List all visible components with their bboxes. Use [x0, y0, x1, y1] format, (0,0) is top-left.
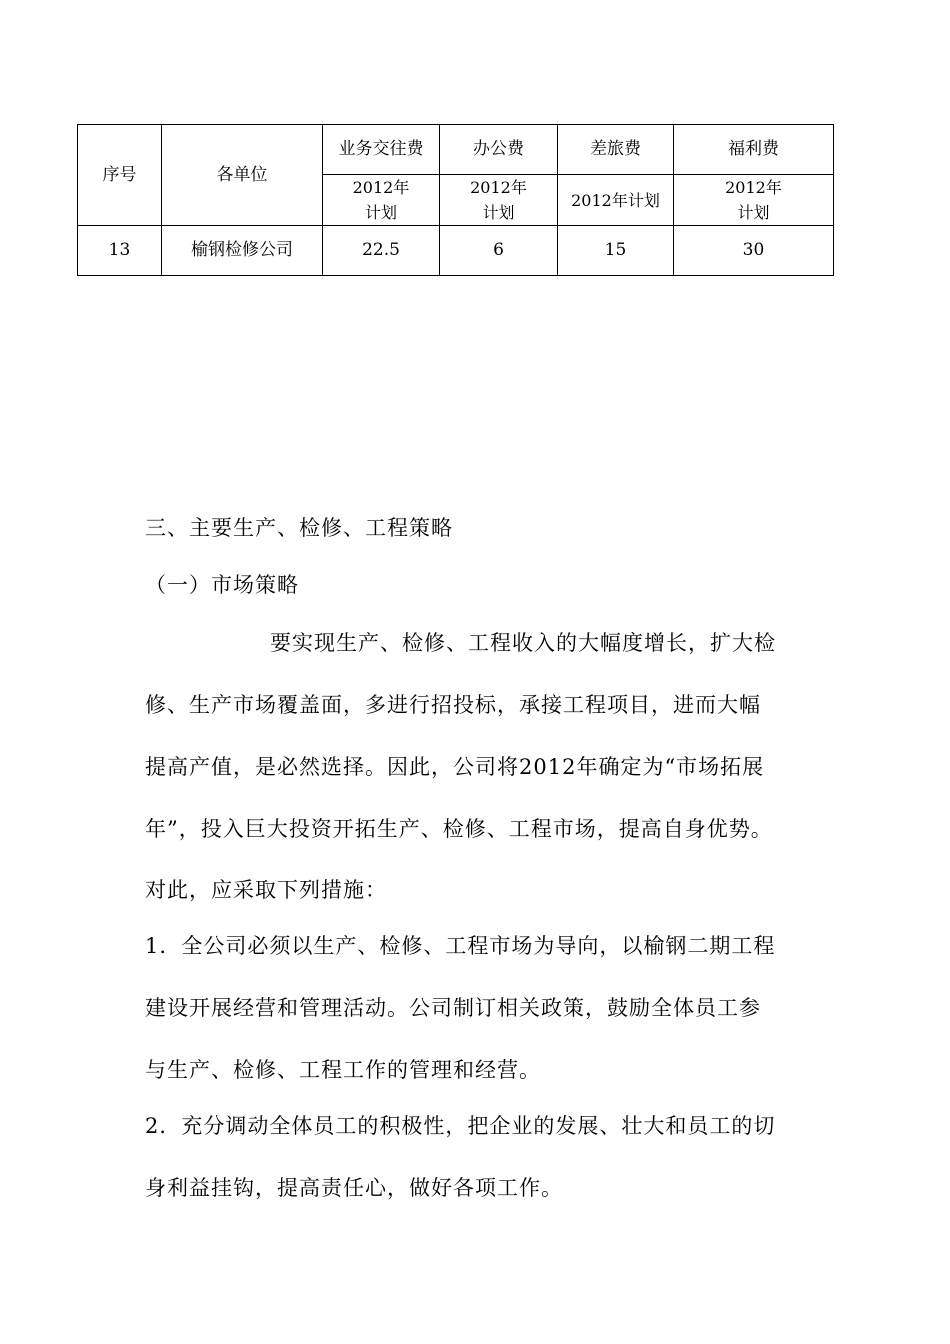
header-welfare: 福利费: [674, 125, 834, 175]
header-travel: 差旅费: [558, 125, 674, 175]
sub-header-office-line1: 2012年: [470, 178, 527, 197]
paragraph-line: 与生产、检修、工程工作的管理和经营。: [145, 1058, 541, 1082]
sub-header-welfare: [674, 175, 834, 226]
header-unit: 各单位: [162, 125, 323, 226]
paragraph-line: 身利益挂钩，提高责任心，做好各项工作。: [145, 1176, 563, 1200]
cell-office: 6: [440, 226, 558, 276]
list-item-2: 2．充分调动全体员工的积极性，把企业的发展、壮大和员工的切: [145, 1114, 776, 1138]
sub-header-welfare-line2: 计划: [737, 203, 770, 222]
paragraph-line: 要实现生产、检修、工程收入的大幅度增长，扩大检: [270, 631, 776, 655]
paragraph-line: 建设开展经营和管理活动。公司制订相关政策，鼓励全体员工参: [145, 996, 761, 1020]
sub-header-office: [440, 175, 558, 226]
sub-header-business-line2: 计划: [364, 203, 397, 222]
cell-seq: 13: [78, 226, 162, 276]
header-business: 业务交往费: [323, 125, 440, 175]
paragraph-line: 年”，投入巨大投资开拓生产、检修、工程市场，提高自身优势。: [145, 817, 773, 841]
cell-travel: 15: [558, 226, 674, 276]
cell-business: 22.5: [323, 226, 440, 276]
section-subheading: （一）市场策略: [145, 573, 299, 597]
sub-header-travel: 2012年计划: [558, 175, 674, 226]
table-row: [78, 226, 834, 276]
paragraph-line: 修、生产市场覆盖面，多进行招投标，承接工程项目，进而大幅: [145, 693, 761, 717]
sub-header-business: [323, 175, 440, 226]
sub-header-business-line1: 2012年: [352, 178, 410, 197]
header-office: 办公费: [440, 125, 558, 175]
budget-table: [77, 124, 834, 276]
list-item-1: 1．全公司必须以生产、检修、工程市场为导向，以榆钢二期工程: [145, 934, 776, 958]
paragraph-line: 对此，应采取下列措施：: [145, 878, 387, 902]
sub-header-office-line2: 计划: [482, 203, 515, 222]
paragraph-line: 提高产值，是必然选择。因此，公司将2012年确定为“市场拓展: [145, 755, 765, 779]
cell-welfare: 30: [674, 226, 834, 276]
section-heading: 三、主要生产、检修、工程策略: [145, 516, 453, 540]
header-seq: 序号: [78, 125, 162, 226]
cell-unit: 榆钢检修公司: [162, 226, 323, 276]
sub-header-welfare-line1: 2012年: [725, 178, 782, 197]
header-row: [78, 125, 834, 175]
